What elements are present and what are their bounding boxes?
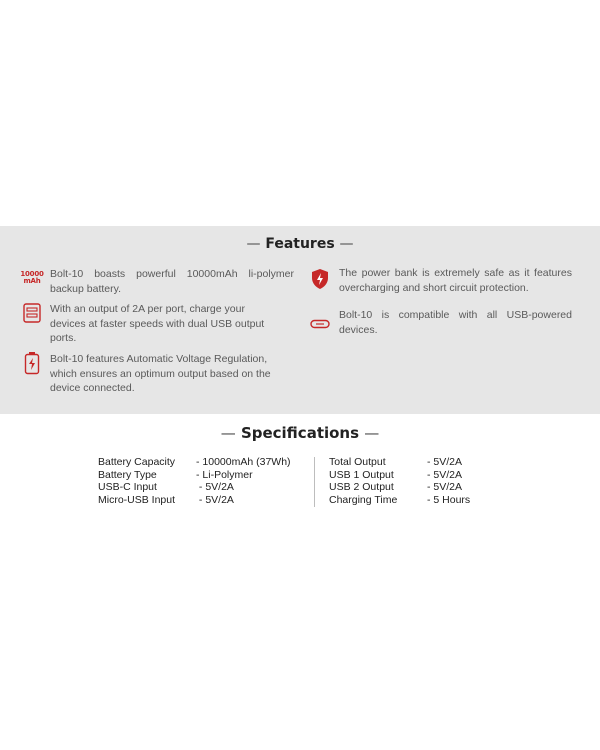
feature-item-compatibility [339, 308, 572, 337]
spec-label: Battery Type [98, 468, 157, 481]
spec-label: Micro-USB Input [98, 493, 176, 506]
spec-value: - 5V/2A [427, 468, 463, 481]
feature-item-capacity [20, 267, 294, 296]
features-heading [0, 236, 600, 252]
battery-bolt-icon [21, 352, 43, 374]
spec-row [329, 494, 509, 507]
features-title: Features [265, 236, 335, 252]
badge-unit: mAh [23, 277, 41, 285]
spec-value: - 5V/2A [427, 481, 463, 493]
feature-item-voltage-regulation [50, 352, 290, 396]
spec-row [98, 494, 308, 507]
spec-row [98, 456, 308, 469]
spec-row [329, 481, 509, 494]
spec-value: - 5V/2A [196, 493, 234, 506]
spec-label: USB 1 Output [329, 468, 394, 481]
spec-row [98, 469, 308, 482]
usb-ports-icon [21, 302, 43, 324]
usb-c-icon [309, 313, 331, 335]
spec-value: - 5 Hours [427, 493, 471, 506]
spec-value: - 10000mAh (37Wh) [196, 456, 291, 468]
specs-divider [314, 457, 315, 507]
spec-row [329, 469, 509, 482]
spec-value: - Li-Polymer [196, 468, 253, 481]
heading-dash-right: — [364, 424, 380, 442]
spec-row [98, 481, 308, 494]
badge-number: 10000 [20, 270, 44, 278]
heading-dash-left: — [246, 236, 261, 252]
spec-label: Charging Time [329, 493, 398, 506]
shield-bolt-icon [309, 268, 331, 290]
feature-text: Bolt-10 boasts powerful 10000mAh li-polymer backup battery. [50, 268, 294, 295]
specifications-heading [0, 424, 600, 442]
feature-item-safety [339, 266, 572, 295]
feature-item-usb-ports [50, 302, 280, 346]
feature-text: Bolt-10 features Automatic Voltage Regulation, which ensures an optimum output based on the device connected. [50, 353, 271, 394]
heading-dash-right: — [339, 236, 354, 252]
specs-right-column [329, 456, 509, 506]
spec-row [329, 456, 509, 469]
spec-label: USB-C Input [98, 481, 157, 493]
spec-label: Total Output [329, 456, 386, 468]
specs-left-column [98, 456, 308, 506]
feature-text: With an output of 2A per port, charge your devices at faster speeds with dual USB output ports. [50, 303, 265, 344]
mah-capacity-icon [21, 267, 43, 289]
spec-label: USB 2 Output [329, 481, 394, 493]
spec-value: - 5V/2A [427, 456, 463, 468]
spec-value: - 5V/2A [196, 481, 234, 493]
specifications-title: Specifications [240, 424, 360, 442]
heading-dash-left: — [220, 424, 236, 442]
spec-label: Battery Capacity [98, 456, 176, 468]
feature-text: Bolt-10 is compatible with all USB-powered devices. [339, 309, 572, 336]
feature-text: The power bank is extremely safe as it features overcharging and short circuit protection. [339, 267, 572, 294]
